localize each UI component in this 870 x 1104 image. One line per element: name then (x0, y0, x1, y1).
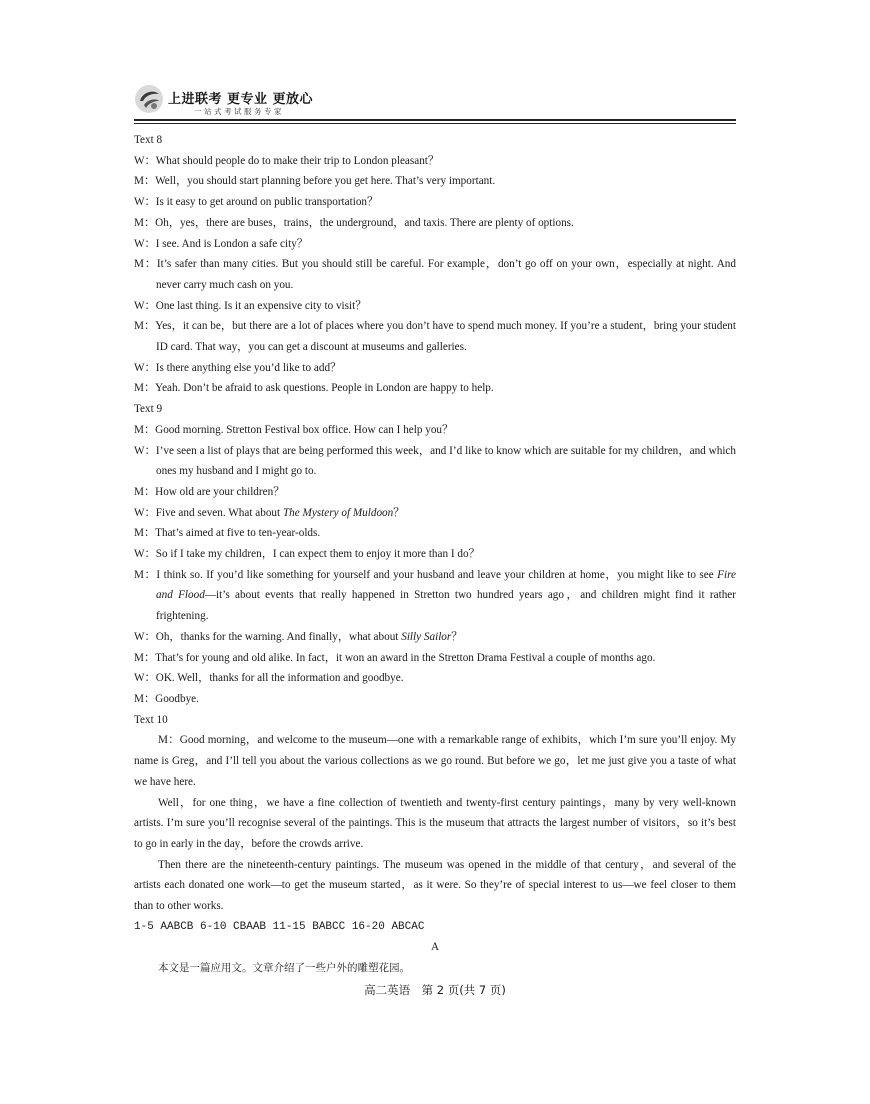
page-footer: 高二英语 第 2 页(共 7 页) (364, 983, 506, 997)
play-title: The Mystery of Muldoon (282, 506, 394, 519)
dialogue-line: M：That’s for young and old alike. In fact，it won an award in the Stretton Drama Festival a couple of months ago. (134, 651, 656, 664)
monologue-paragraph: M：Good morning，and welcome to the museum—one with a remarkable range of exhibits，which I’m sure you’ll enjoy. My name is Greg，and I’ll tell you about the various collections as we go round. But before we go，let me just give you a taste of what we have here. (134, 734, 736, 788)
dialogue-line: M：Goodbye. (134, 692, 199, 705)
header-rule (134, 119, 736, 121)
dialogue-line: M：Yes，it can be，but there are a lot of places where you don’t have to spend much money. If you’re a student，bring your student ID card. That way，you can get a discount at museums and galleries. (134, 320, 736, 354)
dialogue-line (134, 565, 736, 627)
dialogue-line: W：I see. And is London a safe city？ (134, 237, 308, 250)
page-header (134, 84, 736, 122)
dialogue-line: M：Oh，yes，there are buses，trains，the underground，and taxis. There are plenty of options. (134, 216, 574, 229)
monologue-paragraph: Well，for one thing，we have a fine collection of twentieth and twenty-first century paintings，many by very well-known artists. I’m sure you’ll recognise several of the paintings. This is the museum that attracts the largest number of visitors，so it’s best to go in early in the day，before the crowds arrive. (134, 796, 736, 850)
dialogue-line: M：Well，you should start planning before you get here. That’s very important. (134, 175, 496, 188)
text10-title: Text 10 (134, 713, 168, 726)
brand-slogan: 上进联考 更专业 更放心 (168, 92, 314, 107)
dialogue-line: W：OK. Well，thanks for all the information and goodbye. (134, 672, 404, 685)
line-text: —it’s about events that really happened in Stretton two hundred years ago，and children might find it rather frightening. (156, 589, 736, 623)
dialogue-line (134, 503, 736, 524)
play-title: Silly Sailor (401, 630, 452, 643)
dialogue-line: M：Yeah. Don’t be afraid to ask questions. People in London are happy to help. (134, 382, 494, 395)
dialogue-line: W：What should people do to make their trip to London pleasant？ (134, 154, 440, 167)
brand-subtitle: 一站式考试服务专家 (194, 107, 284, 116)
dialogue-line: W：I’ve seen a list of plays that are being performed this week，and I’d like to know which are suitable for my children，and which ones my husband and I might go to. (134, 444, 736, 478)
dialogue-line: M：It’s safer than many cities. But you should still be careful. For example，don’t go off on your own，especially at night. And never carry much cash on you. (134, 258, 736, 291)
dialogue-line: W：Is it easy to get around on public transportation？ (134, 196, 379, 209)
dialogue-line (134, 627, 736, 648)
passage-note: 本文是一篇应用文。文章介绍了一些户外的雕塑花园。 (158, 962, 410, 975)
line-text: W：Five and seven. What about (134, 506, 283, 519)
dialogue-line: W：Is there anything else you’d like to add？ (134, 361, 342, 374)
line-text: ？ (393, 506, 405, 519)
line-text: ？ (451, 630, 463, 643)
logo-icon (134, 84, 164, 114)
document-body (134, 130, 736, 979)
answer-key: 1-5 AABCB 6-10 CBAAB 11-15 BABCC 16-20 ABCAC (134, 920, 425, 933)
dialogue-line: M：That’s aimed at five to ten-year-olds. (134, 527, 321, 540)
dialogue-line: W：One last thing. Is it an expensive city to visit？ (134, 299, 367, 312)
play-title: Fire and Flood (156, 568, 736, 602)
line-text: W：Oh，thanks for the warning. And finally，what about (134, 630, 402, 643)
dialogue-line: M：How old are your children？ (134, 485, 285, 498)
line-text: M：I think so. If you’d like something for yourself and your husband and leave your children at home，you might like to see (134, 568, 718, 581)
text9-title: Text 9 (134, 403, 163, 416)
header-rule-thin (134, 123, 736, 124)
section-heading: A (430, 941, 440, 954)
text8-title: Text 8 (134, 134, 163, 146)
dialogue-line: W：So if I take my children，I can expect them to enjoy it more than I do？ (134, 548, 480, 561)
dialogue-line: M：Good morning. Stretton Festival box office. How can I help you？ (134, 423, 454, 436)
monologue-paragraph: Then there are the nineteenth-century paintings. The museum was opened in the middle of that century，and several of the artists each donated one work—to get the museum started，as it were. So they’re of special interest to us—we feel closer to them than to other works. (134, 858, 736, 913)
